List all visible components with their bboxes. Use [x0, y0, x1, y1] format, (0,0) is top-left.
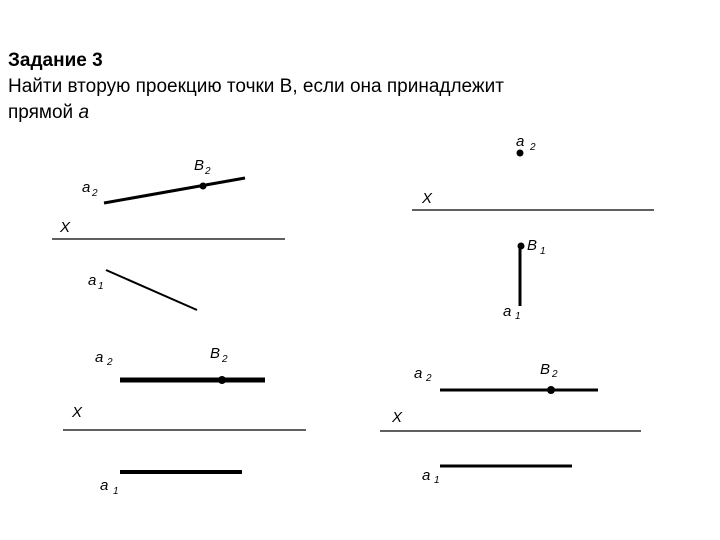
label-axis-x: X [72, 404, 83, 421]
label-B2-sub: 2 [222, 354, 228, 365]
task-title: Задание 3 [8, 50, 103, 71]
task-line-1: Найти вторую проекцию точки В, если она принадлежит [8, 76, 504, 97]
problem-4 [380, 361, 641, 486]
label-axis-x: X [60, 219, 71, 236]
label-a2-main: a [414, 365, 423, 382]
label-a2-sub: 2 [107, 357, 113, 368]
label-B1-sub: 1 [540, 246, 546, 257]
problem-1 [52, 157, 285, 310]
label-a1-main: a [100, 477, 109, 494]
label-a1-sub: 1 [98, 281, 104, 292]
line-a1 [106, 270, 197, 310]
line-a-name: а [78, 102, 90, 123]
label-a1-main: a [88, 272, 97, 289]
label-a1-main: a [503, 303, 512, 320]
problem-2 [412, 133, 654, 322]
point-B2 [200, 183, 207, 190]
task-line-2-prefix: прямой [8, 102, 79, 123]
label-a1-sub: 1 [434, 475, 440, 486]
label-a1-sub: 1 [113, 486, 119, 497]
label-a2-main: a [95, 349, 104, 366]
label-axis-x: X [422, 190, 433, 207]
point-a2 [517, 150, 524, 157]
label-B1-main: B [527, 237, 538, 254]
label-a2-main: a [516, 133, 525, 150]
problem-3 [63, 345, 306, 497]
label-B2-sub: 2 [205, 166, 211, 177]
label-B2-main: B [540, 361, 551, 378]
label-axis-x: X [392, 409, 403, 426]
label-a1-main: a [422, 467, 431, 484]
label-B2-sub: 2 [552, 369, 558, 380]
label-B2-main: B [194, 157, 205, 174]
point-B1 [518, 243, 525, 250]
label-a1-sub: 1 [515, 311, 521, 322]
line-a2 [104, 178, 245, 203]
point-B2 [218, 376, 226, 384]
label-a2-main: a [82, 179, 91, 196]
label-a2-sub: 2 [426, 373, 432, 384]
label-B2-main: B [210, 345, 221, 362]
point-B2 [547, 386, 555, 394]
label-a2-sub: 2 [92, 188, 98, 199]
label-a2-sub: 2 [530, 142, 536, 153]
